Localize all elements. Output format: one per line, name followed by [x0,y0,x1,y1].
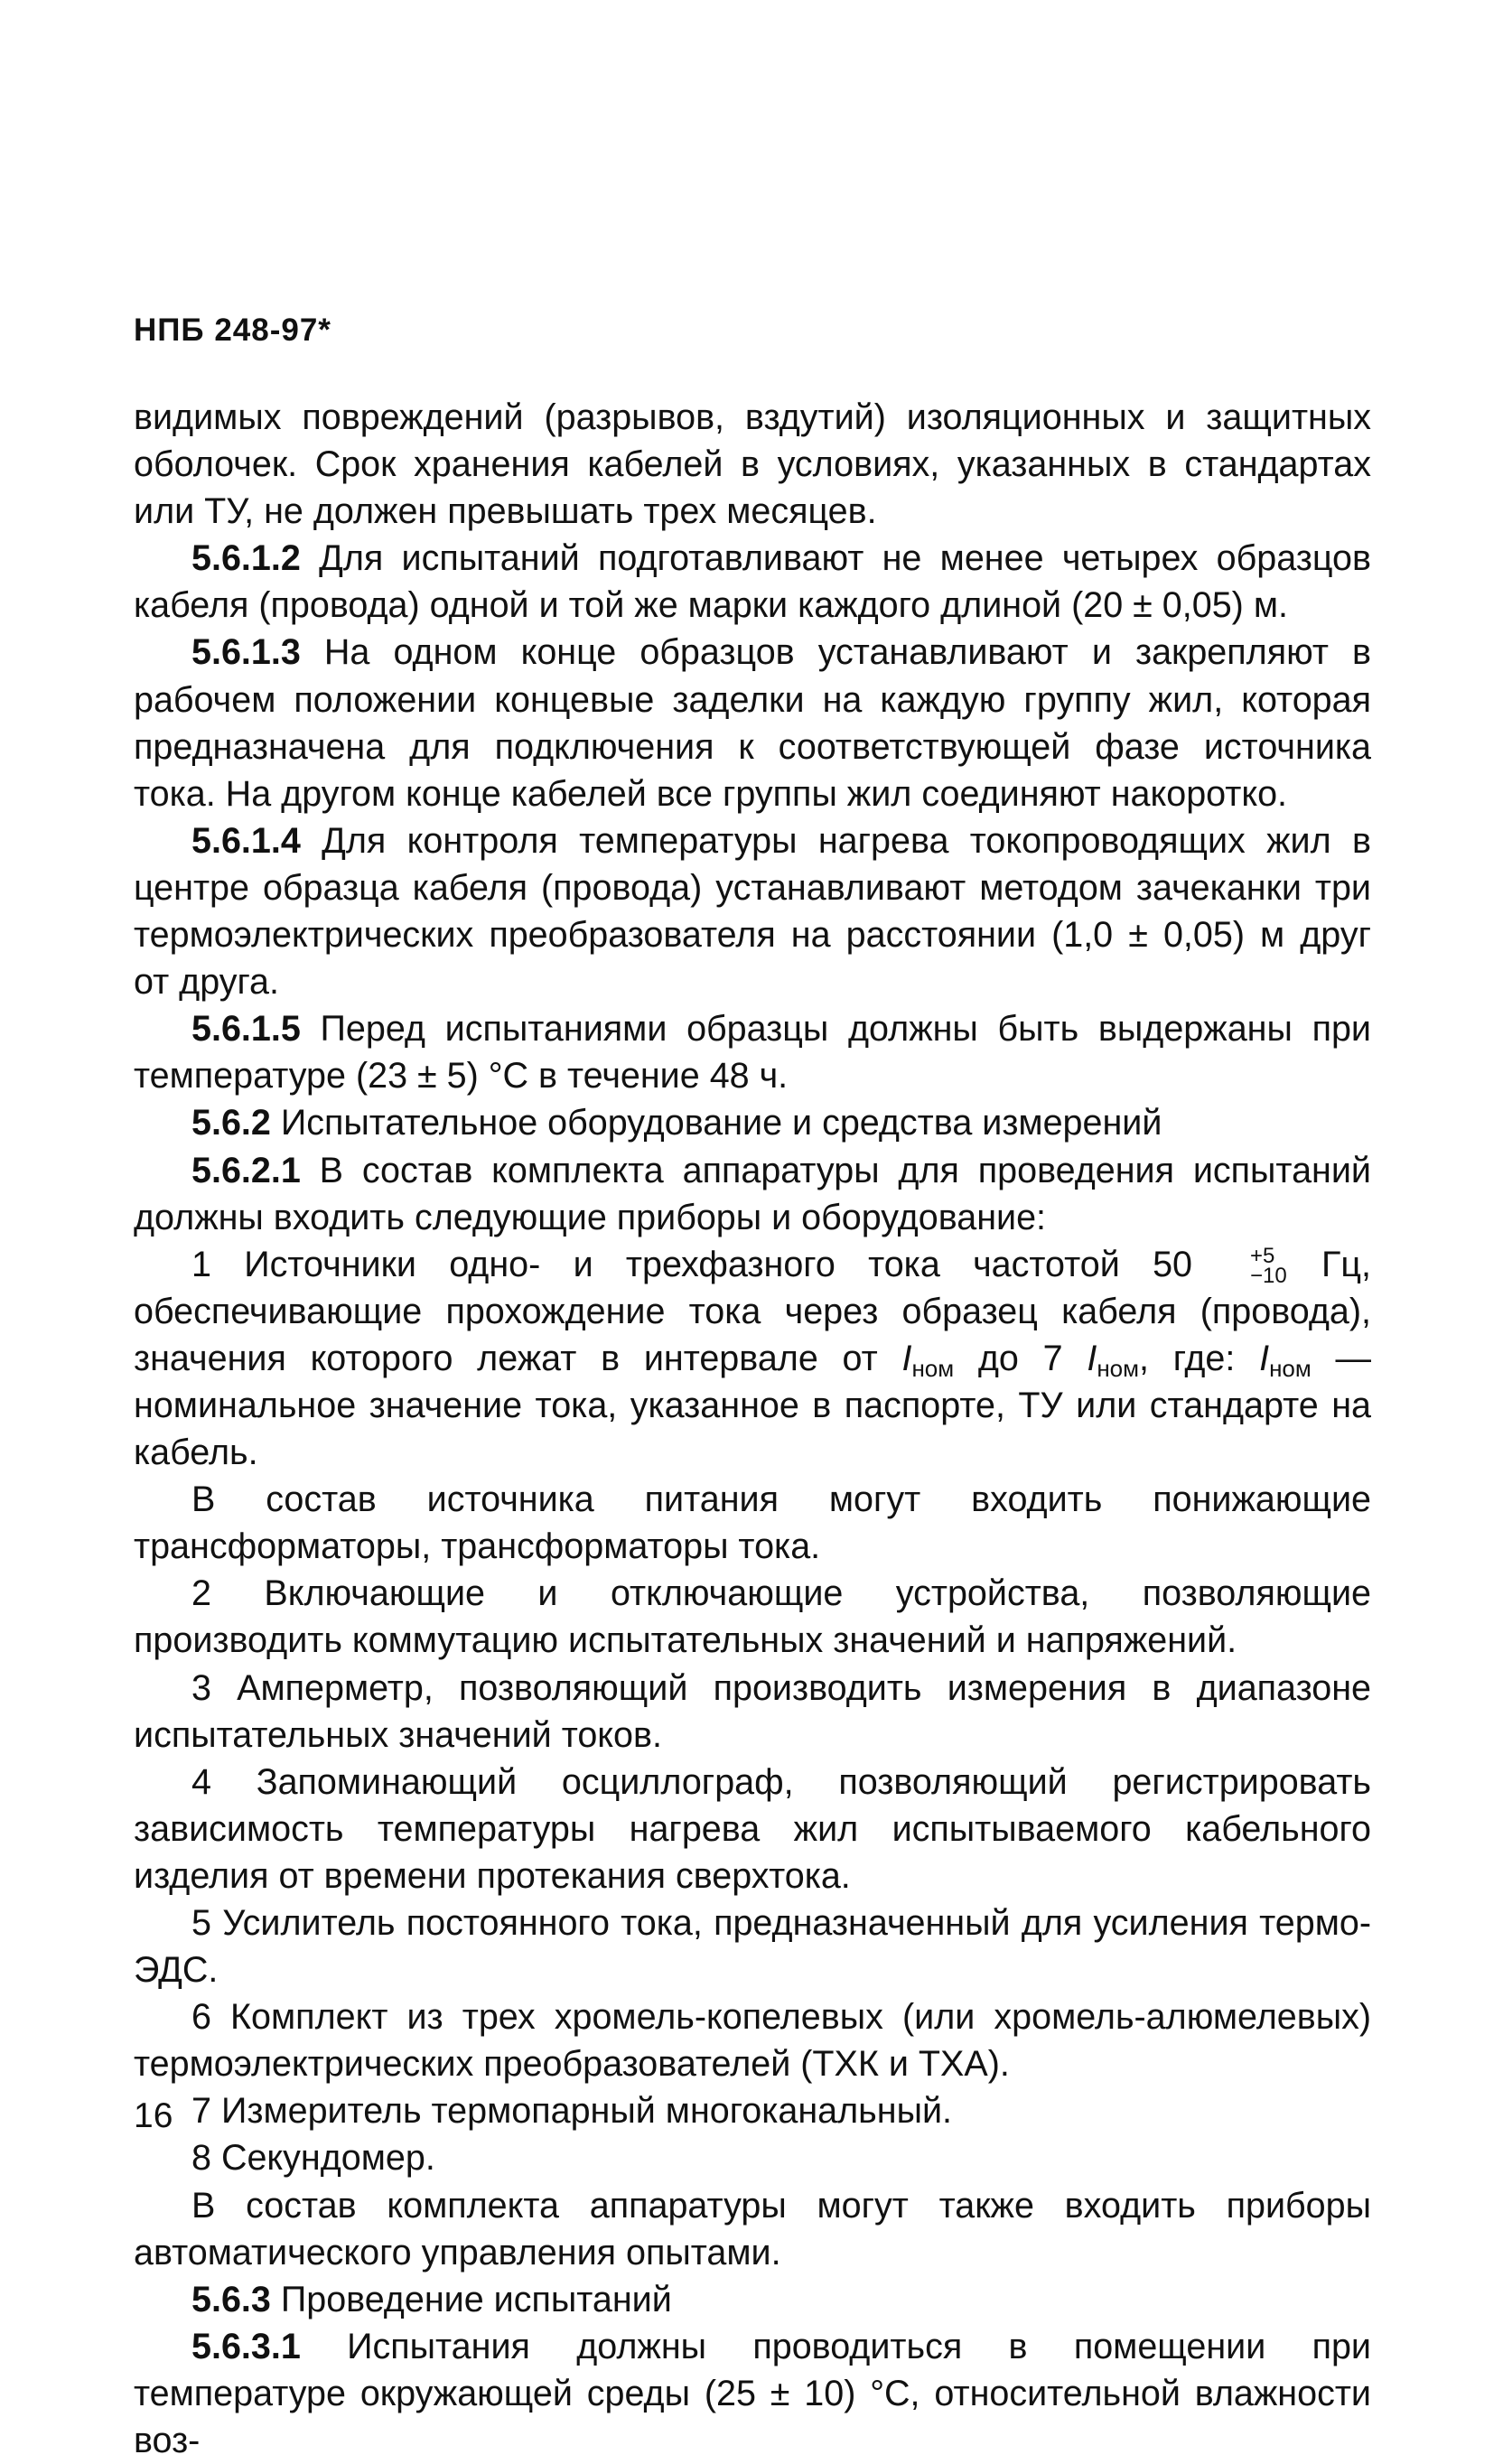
paragraph-5-6-1-4: 5.6.1.4 Для контроля температуры нагрева токопроводящих жил в центре образца кабеля (провода) устанавливают методом зачеканки три термоэлектрических преобразователя на расстоянии (1,0 ± 0,05) м друг от друга. [134,820,1371,1003]
clause-number: 5.6.1.5 [191,1009,301,1050]
paragraph-5-6-1-2: 5.6.1.2 Для испытаний подготавливают не менее четырех образцов кабеля (провода) одной и той же марки каждого длиной (20 ± 0,05) м. [134,538,1371,626]
list-item-8: 8 Секундомер. [191,2138,435,2179]
clause-number: 5.6.3.1 [191,2326,301,2366]
list-item-7: 7 Измеритель термопарный многоканальный. [191,2091,952,2132]
paragraph-power-source: В состав источника питания могут входить понижающие трансформаторы, трансформаторы тока. [134,1479,1371,1567]
clause-number: 5.6.1.3 [191,632,301,673]
list-item-5: 5 Усилитель постоянного тока, предназначенный для усиления термо-ЭДС. [134,1903,1371,1991]
frequency-tolerance: +5 −10 [1250,1244,1287,1289]
clause-number: 5.6.2.1 [191,1150,301,1190]
document-code-header: НПБ 248-97* [134,313,331,348]
list-item-2: 2 Включающие и отключающие устройства, позволяющие производить коммутацию испытательных значений и напряжений. [134,1573,1371,1661]
clause-number: 5.6.1.2 [191,538,301,579]
clause-number: 5.6.1.4 [191,820,301,861]
list-item-4: 4 Запоминающий осциллограф, позволяющий регистрировать зависимость температуры нагрева жил испытываемого кабельного изделия от времени протекания сверхтока. [134,1761,1371,1896]
paragraph-5-6-1-3: 5.6.1.3 На одном конце образцов устанавливают и закрепляют в рабочем положении концевые заделки на каждую группу жил, которая предназначена для подключения к соответствующей фазе источника тока. На другом конце кабелей все группы жил соединяют накоротко. [134,632,1371,814]
paragraph-automation: В состав комплекта аппаратуры могут также входить приборы автоматического управления опытами. [134,2185,1371,2273]
clause-number: 5.6.2 [191,1103,271,1143]
list-item-3: 3 Амперметр, позволяющий производить измерения в диапазоне испытательных значений токов. [134,1667,1371,1755]
page-number: 16 [134,2096,173,2135]
section-heading-5-6-3: 5.6.3 Проведение испытаний [191,2279,672,2319]
document-body [134,394,1371,2464]
list-item-6: 6 Комплект из трех хромель-копелевых (или хромель-алюмелевых) термоэлектрических преобразователей (ТХК и ТХА). [134,1997,1371,2085]
paragraph-5-6-1-5: 5.6.1.5 Перед испытаниями образцы должны быть выдержаны при температуре (23 ± 5) °С в течение 48 ч. [134,1009,1371,1097]
list-item-1: 1 Источники одно- и трехфазного тока частотой 50 +5 −10 Гц, обеспечивающие прохождение тока через образец кабеля (провода), значения которого лежат в интервале от $I_{ном}$ до 7 $I_{ном}$, где: $I_{ном}$ — номинальное значение тока, указанное в паспорте, ТУ или стандарте на кабель. [134,1244,1371,1473]
paragraph-5-6-3-1: 5.6.3.1 Испытания должны проводиться в помещении при температуре окружающей среды (25 ± 10) °С, относительной влажности воз- [134,2326,1371,2461]
clause-number: 5.6.3 [191,2279,271,2319]
section-heading-5-6-2: 5.6.2 Испытательное оборудование и средства измерений [191,1103,1162,1143]
paragraph-5-6-2-1: 5.6.2.1 В состав комплекта аппаратуры для проведения испытаний должны входить следующие приборы и оборудование: [134,1150,1371,1237]
paragraph-continuation: видимых повреждений (разрывов, вздутий) изоляционных и защитных оболочек. Срок хранения кабелей в условиях, указанных в стандартах или ТУ, не должен превышать трех месяцев. [134,397,1371,532]
